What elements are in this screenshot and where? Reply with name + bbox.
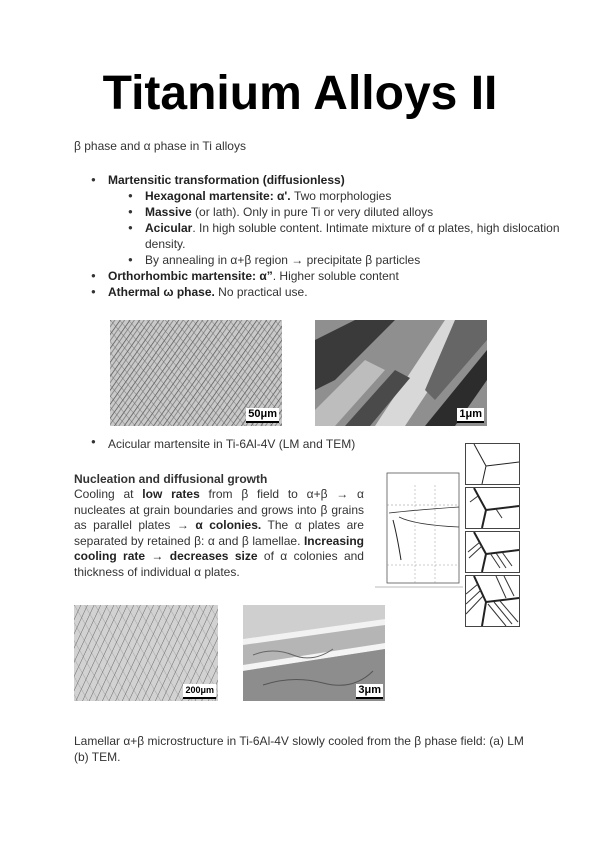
micrograph-lm-lamellar	[74, 605, 218, 701]
sub-list	[108, 188, 588, 268]
scale-bar: 50μm	[246, 408, 279, 423]
schematic-alpha-nucleation	[465, 487, 520, 529]
list-item: ● Hexagonal martensite: α'. Two morphologies	[145, 188, 588, 204]
list-item: ● Massive (or lath). Only in pure Ti or very diluted alloys	[145, 204, 588, 220]
list-item: ● Acicular. In high soluble content. Intimate mixture of α plates, high dislocation density.	[145, 220, 588, 252]
cct-diagram	[375, 465, 463, 593]
intro-text: β phase and α phase in Ti alloys	[74, 139, 246, 153]
schematic-alpha-colonies	[465, 575, 520, 627]
list-item: ● Orthorhombic martensite: α”. Higher soluble content	[108, 268, 588, 284]
nucleation-paragraph: Cooling at low rates from β field to α+β → α nucleates at grain boundaries and grows into β grains as parallel plates → α colonies. The α plates are separated by retained β: α and β lamellae. Increasing cooling rate → decreases size of α colonies and thickness of individual α plates.	[74, 487, 364, 579]
caption-lamellar: Lamellar α+β microstructure in Ti-6Al-4V slowly cooled from the β phase field: (a) LM (b) TEM.	[74, 734, 524, 764]
scale-bar: 1μm	[457, 408, 484, 423]
list-item: ● Martensitic transformation (diffusionless) ● Hexagonal martensite: α'. Two morphologies ● Massive (or lath). Only in pure Ti or very diluted alloys ● Acicular. In high soluble content. Intimate mixture of α plates, high dislocation density. ● By annealing in α+β region → precipitate β particles	[108, 172, 588, 268]
scale-bar: 3μm	[356, 684, 383, 699]
schematic-alpha-growth	[465, 531, 520, 573]
main-list	[74, 172, 588, 300]
caption-acicular: ● Acicular martensite in Ti-6Al-4V (LM and TEM)	[108, 437, 355, 451]
section-heading: Nucleation and diffusional growth	[74, 472, 268, 486]
page-title: Titanium Alloys II	[102, 67, 498, 120]
scale-bar: 200μm	[183, 684, 216, 699]
schematic-grain-boundary	[465, 443, 520, 485]
list-item: ● By annealing in α+β region → precipitate β particles	[145, 252, 588, 268]
micrograph-tem-acicular	[315, 320, 487, 426]
list-item: ● Athermal ω phase. No practical use.	[108, 284, 588, 300]
micrograph-tem-lamellar	[243, 605, 385, 701]
micrograph-lm-acicular	[110, 320, 282, 426]
